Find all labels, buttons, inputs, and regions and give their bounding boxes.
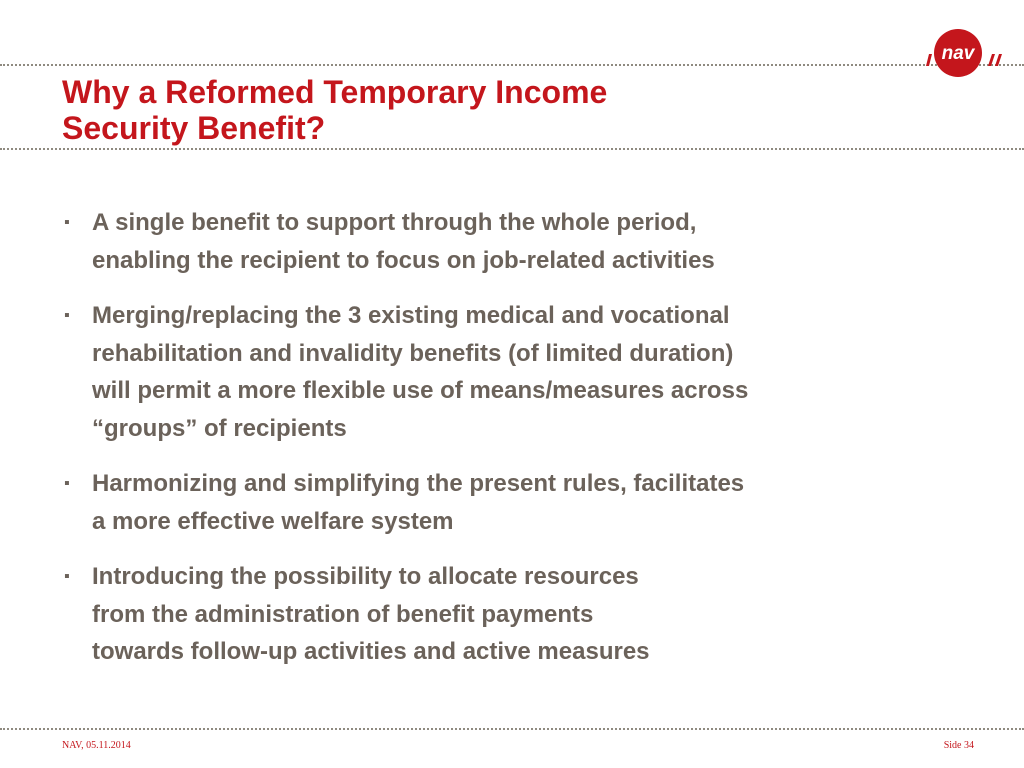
logo-right-slash-icon [988,54,995,66]
bullet-icon: ▪ [64,307,70,324]
bullet-text-line: enabling the recipient to focus on job-related activities [92,246,715,274]
bullet-text-line: “groups” of recipients [92,414,347,442]
bullet-text-line: a more effective welfare system [92,507,454,535]
bullet-text-line: Merging/replacing the 3 existing medical and vocational [92,302,730,329]
bullet-item [64,204,964,279]
bullet-item [64,558,964,671]
title-divider [0,148,1024,150]
bullet-icon: ▪ [64,475,70,492]
bullet-icon: ▪ [64,568,70,585]
bullet-text-line: will permit a more flexible use of means/measures across [92,377,749,404]
bullet-text-line: Introducing the possibility to allocate resources [92,563,639,590]
footer-divider [0,728,1024,730]
nav-logo [920,28,1010,82]
bullet-item [64,465,964,540]
footer-page-number: Side 34 [943,740,974,751]
footer-date: NAV, 05.11.2014 [62,740,131,751]
slide-title [62,74,882,146]
bullet-icon: ▪ [64,214,70,231]
title-line: Security Benefit? [62,110,326,146]
title-line: Why a Reformed Temporary Income [62,74,608,110]
bullet-list [64,204,964,689]
logo-left-slash-icon [926,54,932,66]
logo-text: nav [941,43,975,64]
bullet-text-line: towards follow-up activities and active measures [92,638,650,665]
bullet-text-line: A single benefit to support through the whole period, [92,209,697,236]
bullet-item [64,297,964,447]
logo-right-slash-icon [995,54,1002,66]
bullet-text-line: from the administration of benefit payments [92,600,594,628]
bullet-text-line: rehabilitation and invalidity benefits (of limited duration) [92,339,734,367]
top-divider [0,64,1024,66]
bullet-text-line: Harmonizing and simplifying the present rules, facilitates [92,470,745,497]
